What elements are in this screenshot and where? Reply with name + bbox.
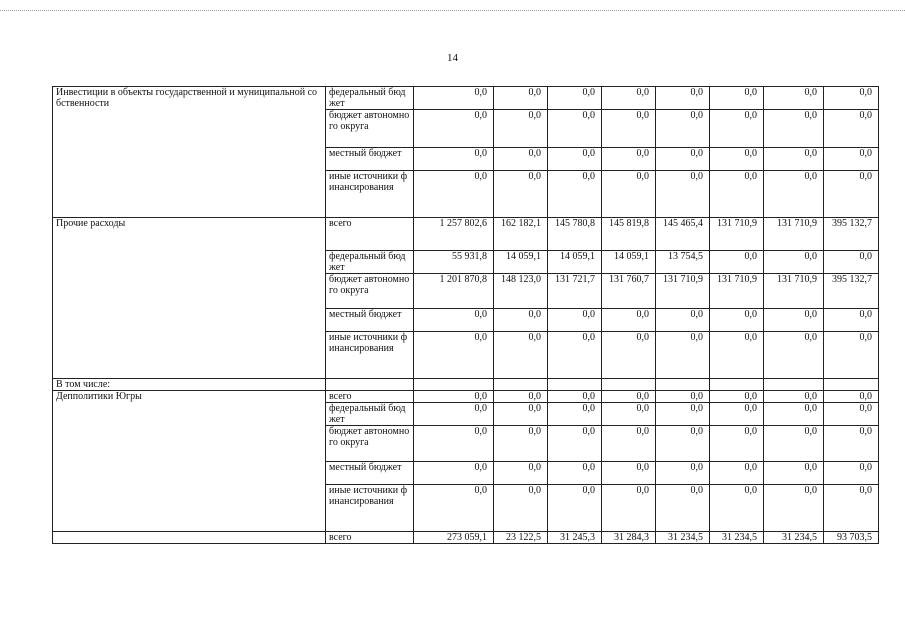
value-cell: 0,0 — [656, 148, 710, 171]
value-cell: 145 780,8 — [548, 218, 602, 251]
value-cell: 0,0 — [824, 391, 879, 403]
value-cell: 0,0 — [710, 251, 764, 274]
value-cell: 0,0 — [710, 309, 764, 332]
value-cell: 0,0 — [602, 403, 656, 426]
value-cell: 0,0 — [656, 110, 710, 148]
value-cell: 0,0 — [414, 148, 494, 171]
value-cell: 0,0 — [764, 110, 824, 148]
row-group-name: В том числе: — [53, 379, 326, 391]
page-number: 14 — [447, 52, 458, 64]
value-cell: 0,0 — [494, 87, 548, 110]
value-cell: 14 059,1 — [494, 251, 548, 274]
value-cell: 1 201 870,8 — [414, 274, 494, 309]
value-cell: 0,0 — [414, 309, 494, 332]
value-cell — [710, 379, 764, 391]
budget-table — [52, 86, 879, 544]
value-cell: 0,0 — [548, 87, 602, 110]
value-cell: 0,0 — [414, 87, 494, 110]
value-cell — [494, 379, 548, 391]
value-cell — [764, 379, 824, 391]
value-cell: 0,0 — [548, 309, 602, 332]
value-cell — [548, 379, 602, 391]
value-cell: 0,0 — [824, 403, 879, 426]
funding-source-cell: федеральный бюджет — [326, 251, 414, 274]
value-cell: 0,0 — [824, 251, 879, 274]
value-cell: 0,0 — [602, 309, 656, 332]
funding-source-cell: иные источники финансирования — [326, 171, 414, 218]
funding-source-cell: местный бюджет — [326, 309, 414, 332]
value-cell: 0,0 — [764, 426, 824, 462]
value-cell: 0,0 — [548, 462, 602, 485]
value-cell: 0,0 — [414, 391, 494, 403]
value-cell: 0,0 — [710, 110, 764, 148]
value-cell — [602, 379, 656, 391]
scan-edge-artifact — [0, 10, 905, 19]
row-group-name: Инвестиции в объекты государственной и муниципальной собственности — [53, 87, 326, 218]
value-cell: 0,0 — [710, 171, 764, 218]
value-cell: 0,0 — [764, 148, 824, 171]
value-cell: 0,0 — [494, 110, 548, 148]
row-group-name — [53, 532, 326, 544]
funding-source-cell: бюджет автономного округа — [326, 426, 414, 462]
value-cell: 0,0 — [602, 485, 656, 532]
value-cell: 0,0 — [764, 391, 824, 403]
table-row — [53, 379, 879, 391]
value-cell: 0,0 — [602, 148, 656, 171]
value-cell: 0,0 — [414, 426, 494, 462]
value-cell: 148 123,0 — [494, 274, 548, 309]
value-cell: 0,0 — [764, 251, 824, 274]
row-group-name: Прочие расходы — [53, 218, 326, 379]
table-row — [53, 532, 879, 544]
value-cell: 0,0 — [764, 485, 824, 532]
value-cell: 0,0 — [824, 485, 879, 532]
funding-source-cell: местный бюджет — [326, 148, 414, 171]
funding-source-cell — [326, 379, 414, 391]
value-cell: 0,0 — [824, 87, 879, 110]
funding-source-cell: иные источники финансирования — [326, 332, 414, 379]
value-cell: 0,0 — [494, 485, 548, 532]
value-cell: 13 754,5 — [656, 251, 710, 274]
value-cell: 131 710,9 — [710, 274, 764, 309]
value-cell: 0,0 — [656, 171, 710, 218]
value-cell: 0,0 — [602, 426, 656, 462]
value-cell: 0,0 — [414, 485, 494, 532]
value-cell: 145 819,8 — [602, 218, 656, 251]
value-cell: 0,0 — [710, 426, 764, 462]
value-cell: 0,0 — [710, 391, 764, 403]
value-cell: 0,0 — [656, 332, 710, 379]
value-cell: 1 257 802,6 — [414, 218, 494, 251]
value-cell: 0,0 — [710, 87, 764, 110]
value-cell: 0,0 — [764, 87, 824, 110]
value-cell: 162 182,1 — [494, 218, 548, 251]
table-row — [53, 218, 879, 251]
value-cell: 0,0 — [414, 462, 494, 485]
value-cell: 55 931,8 — [414, 251, 494, 274]
value-cell: 0,0 — [548, 332, 602, 379]
value-cell: 0,0 — [764, 332, 824, 379]
funding-source-cell: всего — [326, 391, 414, 403]
value-cell: 0,0 — [656, 462, 710, 485]
value-cell: 0,0 — [710, 332, 764, 379]
value-cell: 131 760,7 — [602, 274, 656, 309]
value-cell: 0,0 — [710, 148, 764, 171]
funding-source-cell: федеральный бюджет — [326, 87, 414, 110]
value-cell: 0,0 — [548, 485, 602, 532]
funding-source-cell: федеральный бюджет — [326, 403, 414, 426]
value-cell: 31 234,5 — [764, 532, 824, 544]
value-cell: 0,0 — [548, 391, 602, 403]
value-cell: 0,0 — [824, 309, 879, 332]
value-cell: 0,0 — [548, 426, 602, 462]
value-cell: 0,0 — [824, 110, 879, 148]
value-cell: 0,0 — [602, 462, 656, 485]
value-cell: 0,0 — [494, 171, 548, 218]
value-cell: 145 465,4 — [656, 218, 710, 251]
value-cell: 0,0 — [710, 485, 764, 532]
value-cell: 395 132,7 — [824, 218, 879, 251]
value-cell: 0,0 — [764, 403, 824, 426]
funding-source-cell: иные источники финансирования — [326, 485, 414, 532]
budget-table-container — [52, 86, 879, 544]
value-cell: 0,0 — [548, 110, 602, 148]
row-group-name: Депполитики Югры — [53, 391, 326, 532]
value-cell: 0,0 — [494, 332, 548, 379]
value-cell: 0,0 — [494, 148, 548, 171]
value-cell: 0,0 — [710, 403, 764, 426]
funding-source-cell: бюджет автономного округа — [326, 274, 414, 309]
value-cell: 0,0 — [414, 110, 494, 148]
value-cell: 0,0 — [602, 87, 656, 110]
value-cell: 0,0 — [494, 426, 548, 462]
value-cell: 0,0 — [494, 462, 548, 485]
value-cell: 0,0 — [710, 462, 764, 485]
funding-source-cell: местный бюджет — [326, 462, 414, 485]
value-cell: 0,0 — [764, 171, 824, 218]
table-row — [53, 87, 879, 110]
value-cell: 0,0 — [602, 391, 656, 403]
value-cell: 31 245,3 — [548, 532, 602, 544]
value-cell: 14 059,1 — [548, 251, 602, 274]
table-row — [53, 391, 879, 403]
value-cell: 131 710,9 — [764, 274, 824, 309]
value-cell: 0,0 — [494, 403, 548, 426]
funding-source-cell: всего — [326, 532, 414, 544]
value-cell: 0,0 — [656, 87, 710, 110]
value-cell: 0,0 — [656, 426, 710, 462]
value-cell: 0,0 — [656, 485, 710, 532]
value-cell: 0,0 — [494, 391, 548, 403]
value-cell: 31 234,5 — [656, 532, 710, 544]
value-cell: 0,0 — [494, 309, 548, 332]
value-cell: 0,0 — [548, 171, 602, 218]
value-cell: 0,0 — [656, 309, 710, 332]
value-cell — [656, 379, 710, 391]
value-cell — [824, 379, 879, 391]
value-cell: 0,0 — [764, 462, 824, 485]
value-cell: 0,0 — [824, 332, 879, 379]
value-cell: 0,0 — [824, 426, 879, 462]
value-cell: 131 710,9 — [710, 218, 764, 251]
value-cell: 0,0 — [824, 148, 879, 171]
value-cell: 0,0 — [414, 171, 494, 218]
value-cell: 93 703,5 — [824, 532, 879, 544]
value-cell: 31 284,3 — [602, 532, 656, 544]
value-cell: 0,0 — [548, 403, 602, 426]
value-cell: 0,0 — [414, 332, 494, 379]
value-cell: 23 122,5 — [494, 532, 548, 544]
value-cell: 0,0 — [656, 391, 710, 403]
value-cell: 0,0 — [602, 110, 656, 148]
value-cell: 131 721,7 — [548, 274, 602, 309]
value-cell: 0,0 — [764, 309, 824, 332]
value-cell: 273 059,1 — [414, 532, 494, 544]
value-cell: 395 132,7 — [824, 274, 879, 309]
value-cell — [414, 379, 494, 391]
value-cell: 0,0 — [824, 171, 879, 218]
value-cell: 0,0 — [548, 148, 602, 171]
budget-table-body — [53, 87, 879, 544]
value-cell: 31 234,5 — [710, 532, 764, 544]
value-cell: 131 710,9 — [656, 274, 710, 309]
value-cell: 0,0 — [414, 403, 494, 426]
funding-source-cell: бюджет автономного округа — [326, 110, 414, 148]
value-cell: 0,0 — [602, 332, 656, 379]
funding-source-cell: всего — [326, 218, 414, 251]
value-cell: 0,0 — [602, 171, 656, 218]
value-cell: 131 710,9 — [764, 218, 824, 251]
value-cell: 0,0 — [656, 403, 710, 426]
value-cell: 0,0 — [824, 462, 879, 485]
value-cell: 14 059,1 — [602, 251, 656, 274]
